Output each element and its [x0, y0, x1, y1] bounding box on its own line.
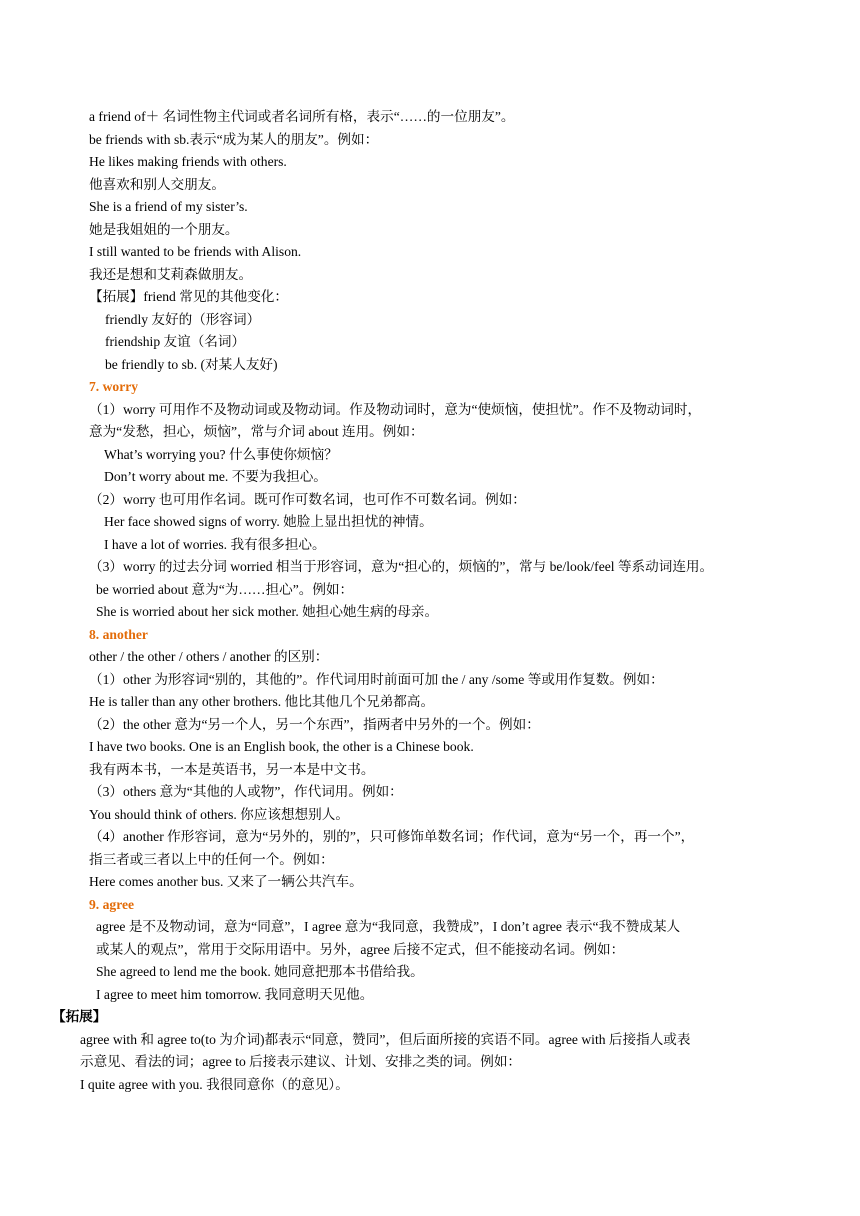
example-sentence: What’s worrying you? 什么事使你烦恼？ — [104, 447, 338, 462]
text-line: agree 是不及物动词，意为“同意”，I agree 意为“我同意，我赞成”，I don’t agree 表示“我不赞成某人 — [96, 919, 681, 934]
word-form-item: friendship 友谊（名词） — [105, 334, 246, 349]
example-sentence: I quite agree with you. 我很同意你（的意见）。 — [80, 1077, 349, 1092]
example-translation: 我还是想和艾莉森做朋友。 — [89, 267, 253, 282]
section-heading-another: 8. another — [89, 627, 148, 642]
example-sentence: I still wanted to be friends with Alison. — [89, 244, 302, 259]
example-sentence: Her face showed signs of worry. 她脸上显出担忧的神情。 — [104, 514, 433, 529]
extension-note: 【拓展】friend 常见的其他变化： — [89, 289, 288, 304]
example-translation: 我有两本书，一本是英语书，另一本是中文书。 — [89, 762, 375, 777]
text-line: agree with 和 agree to(to 为介词)都表示“同意，赞同”，但后面所接的宾语不同。agree with 后接指人或表 — [80, 1032, 691, 1047]
example-sentence: I have two books. One is an English book, the other is a Chinese book. — [89, 739, 474, 754]
text-line: 指三者或三者以上中的任何一个。例如： — [89, 852, 334, 867]
example-sentence: I agree to meet him tomorrow. 我同意明天见他。 — [96, 987, 374, 1002]
text-line: be friends with sb.表示“成为某人的朋友”。例如： — [89, 132, 379, 147]
example-sentence: Here comes another bus. 又来了一辆公共汽车。 — [89, 874, 363, 889]
example-translation: 她是我姐姐的一个朋友。 — [89, 222, 239, 237]
text-line: （3）others 意为“其他的人或物”，作代词用。例如： — [89, 784, 403, 799]
section-heading-worry: 7. worry — [89, 379, 139, 394]
text-line: 或某人的观点”，常用于交际用语中。另外，agree 后接不定式，但不能接动名词。例如： — [96, 942, 625, 957]
example-sentence: She is worried about her sick mother. 她担心她生病的母亲。 — [96, 604, 439, 619]
example-sentence: You should think of others. 你应该想想别人。 — [89, 807, 349, 822]
example-sentence: She is a friend of my sister’s. — [89, 199, 248, 214]
text-line: 示意见、看法的词；agree to 后接表示建议、计划、安排之类的词。例如： — [80, 1054, 522, 1069]
text-line: a friend of＋ 名词性物主代词或者名词所有格，表示“……的一位朋友”。 — [89, 109, 515, 124]
word-form-item: be friendly to sb. (对某人友好) — [105, 357, 278, 372]
example-sentence: He is taller than any other brothers. 他比其他几个兄弟都高。 — [89, 694, 435, 709]
word-form-item: friendly 友好的（形容词） — [105, 312, 261, 327]
text-line: other / the other / others / another 的区别： — [89, 649, 329, 664]
example-sentence: Don’t worry about me. 不要为我担心。 — [104, 469, 327, 484]
text-line: （1）worry 可用作不及物动词或及物动词。作及物动词时，意为“使烦恼，使担忧”。作不及物动词时， — [89, 402, 702, 417]
example-translation: 他喜欢和别人交朋友。 — [89, 177, 225, 192]
example-sentence: He likes making friends with others. — [89, 154, 287, 169]
extension-heading: 【拓展】 — [52, 1009, 107, 1024]
section-heading-agree: 9. agree — [89, 897, 135, 912]
text-line: （2）the other 意为“另一个人，另一个东西”，指两者中另外的一个。例如： — [89, 717, 540, 732]
text-line: （3）worry 的过去分词 worried 相当于形容词，意为“担心的，烦恼的”，常与 be/look/feel 等系动词连用。 — [89, 559, 714, 574]
text-line: （4）another 作形容词，意为“另外的，别的”，只可修饰单数名词；作代词，意为“另一个，再一个”， — [89, 829, 695, 844]
text-line: be worried about 意为“为……担心”。例如： — [96, 582, 354, 597]
example-sentence: She agreed to lend me the book. 她同意把那本书借给我。 — [96, 964, 424, 979]
text-line: 意为“发愁，担心，烦恼”，常与介词 about 连用。例如： — [89, 424, 424, 439]
text-line: （2）worry 也可用作名词。既可作可数名词，也可作不可数名词。例如： — [89, 492, 526, 507]
example-sentence: I have a lot of worries. 我有很多担心。 — [104, 537, 326, 552]
text-line: （1）other 为形容词“别的，其他的”。作代词用时前面可加 the / any /some 等或用作复数。例如： — [89, 672, 664, 687]
